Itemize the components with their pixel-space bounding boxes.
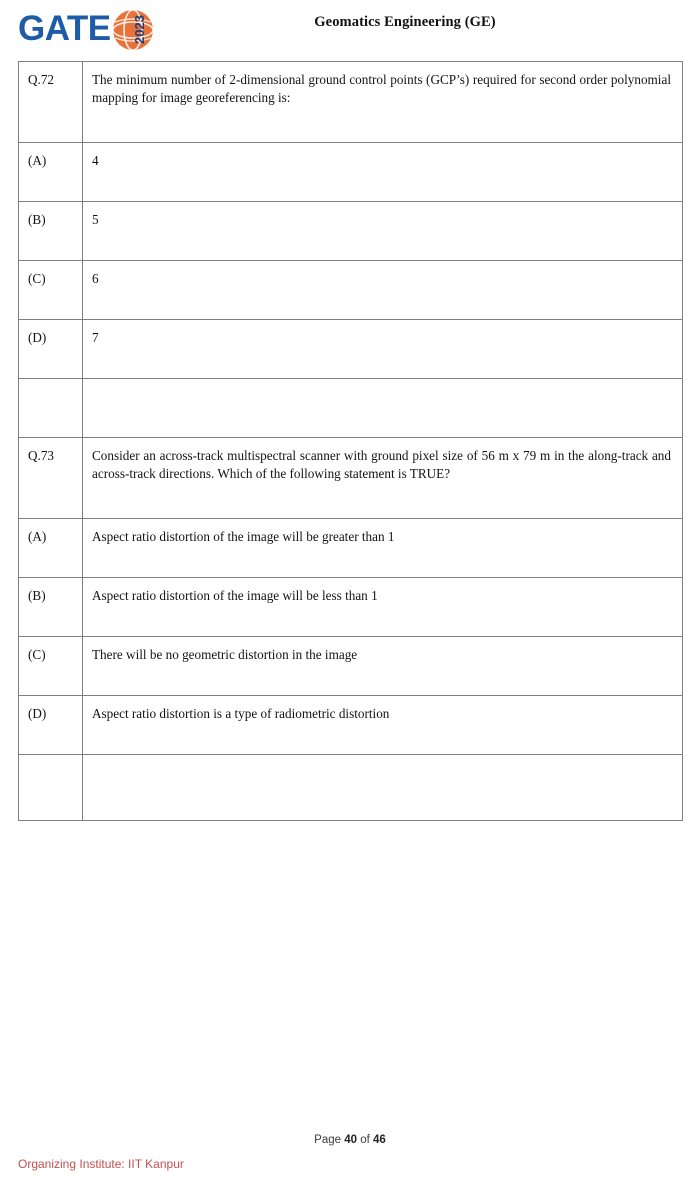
option-row-c[interactable]: [19, 261, 683, 320]
option-text-b: Aspect ratio distortion of the image will be less than 1: [83, 578, 683, 637]
option-label-c: (C): [19, 261, 83, 320]
spacer-cell-left: [19, 755, 83, 821]
option-row-b[interactable]: [19, 202, 683, 261]
option-text-a: 4: [83, 143, 683, 202]
question-text: Consider an across-track multispectral scanner with ground pixel size of 56 m x 79 m in the along-track and across-track directions. Which of the following statement is TRUE?: [83, 438, 683, 519]
spacer-cell-left: [19, 379, 83, 438]
gate-year-2023: 2023: [132, 15, 147, 44]
option-row-c[interactable]: [19, 637, 683, 696]
spacer-row: [19, 755, 683, 821]
option-text-b: 5: [83, 202, 683, 261]
option-row-d[interactable]: [19, 696, 683, 755]
question-text: The minimum number of 2-dimensional ground control points (GCP’s) required for second order polynomial mapping for image georeferencing is:: [83, 62, 683, 143]
page-middle: of: [360, 1134, 370, 1146]
spacer-cell-right: [83, 755, 683, 821]
option-label-c: (C): [19, 637, 83, 696]
questions-table: [18, 61, 683, 821]
option-text-c: 6: [83, 261, 683, 320]
option-label-d: (D): [19, 696, 83, 755]
page-current: 40: [344, 1134, 358, 1146]
option-label-d: (D): [19, 320, 83, 379]
option-row-b[interactable]: [19, 578, 683, 637]
spacer-cell-right: [83, 379, 683, 438]
option-text-d: 7: [83, 320, 683, 379]
option-row-a[interactable]: [19, 143, 683, 202]
option-text-a: Aspect ratio distortion of the image will be greater than 1: [83, 519, 683, 578]
question-number: Q.73: [19, 438, 83, 519]
option-row-a[interactable]: [19, 519, 683, 578]
question-row: [19, 62, 683, 143]
spacer-row: [19, 379, 683, 438]
option-text-c: There will be no geometric distortion in the image: [83, 637, 683, 696]
option-label-b: (B): [19, 202, 83, 261]
gate-wordmark: GATE: [18, 9, 111, 48]
exam-title: Geomatics Engineering (GE): [314, 14, 496, 30]
page-prefix: Page: [314, 1134, 342, 1146]
page-number: [0, 1134, 700, 1146]
option-text-d: Aspect ratio distortion is a type of radiometric distortion: [83, 696, 683, 755]
organizing-institute: Organizing Institute: IIT Kanpur: [18, 1157, 184, 1171]
question-number: Q.72: [19, 62, 83, 143]
page-total: 46: [373, 1134, 386, 1146]
option-row-d[interactable]: [19, 320, 683, 379]
option-label-a: (A): [19, 519, 83, 578]
question-row: [19, 438, 683, 519]
option-label-b: (B): [19, 578, 83, 637]
option-label-a: (A): [19, 143, 83, 202]
page-header: [0, 0, 700, 57]
